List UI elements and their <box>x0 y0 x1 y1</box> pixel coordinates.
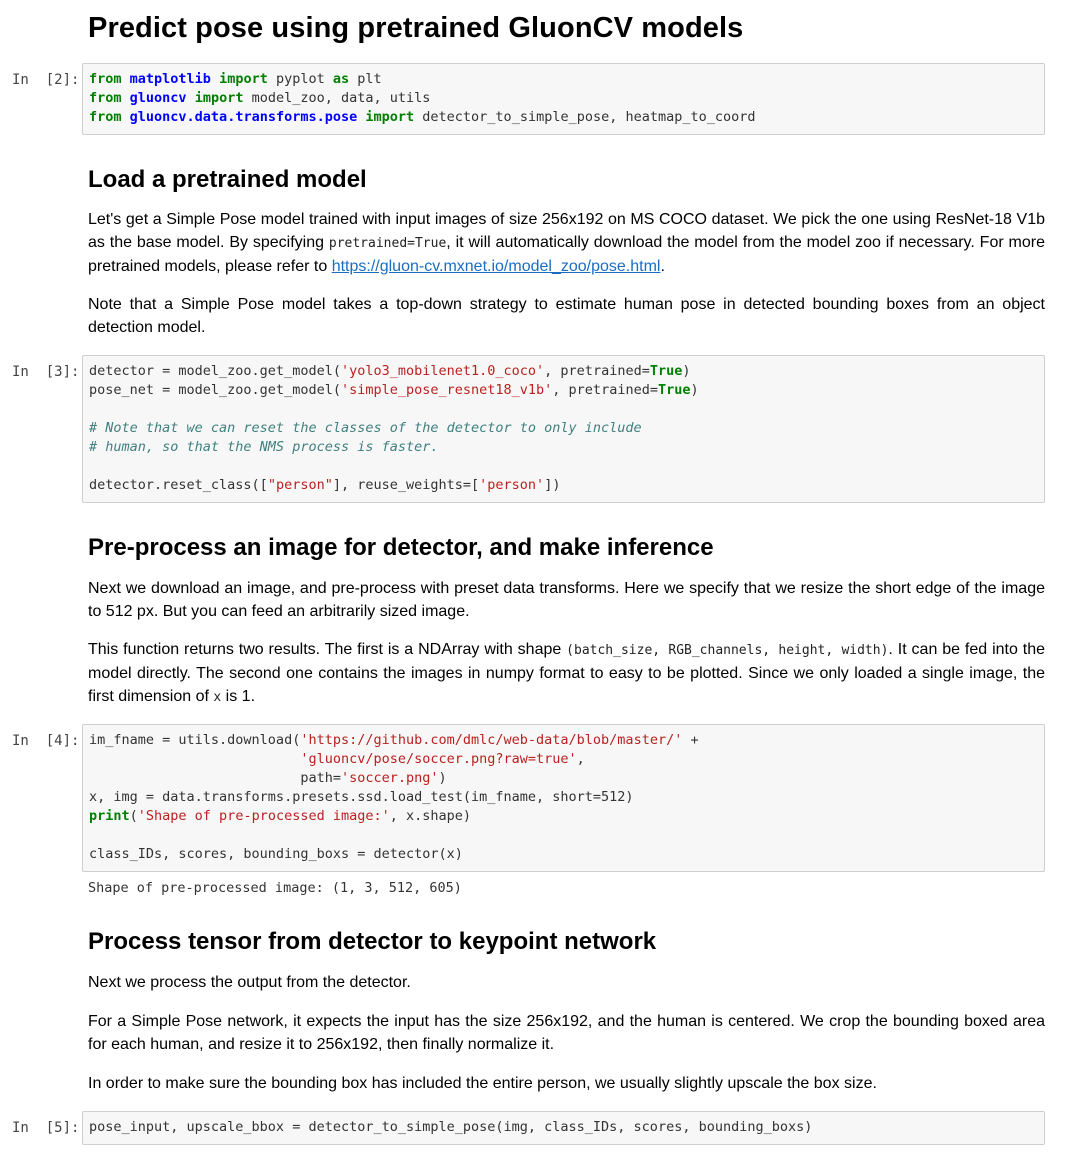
code-line <box>89 1118 1038 1137</box>
code-cell-4[interactable] <box>82 724 1045 872</box>
code-token <box>89 751 300 767</box>
code-token: from <box>89 71 122 87</box>
code-token: , pretrained= <box>544 363 650 379</box>
code-cell-3[interactable] <box>82 355 1045 503</box>
paragraph-load-1 <box>88 208 1045 278</box>
code-token: 'gluoncv/pose/soccer.png?raw=true' <box>300 751 577 767</box>
paragraph-load-2: Note that a Simple Pose model takes a top-down strategy to estimate human pose in detected bounding boxes from an object detection model. <box>88 296 1045 336</box>
code-token: # Note that we can reset the classes of the detector to only include <box>89 420 642 436</box>
code-line <box>89 70 1038 89</box>
code-token: as <box>332 71 350 87</box>
code-cell-2[interactable] <box>82 63 1045 135</box>
code-token: from <box>89 90 122 106</box>
cell-prompt-4: In [4]: <box>12 733 80 749</box>
paragraph-preprocess-1: Next we download an image, and pre-process with preset data transforms. Here we specify that we resize the short edge of the image to 512 px. But you can feed an arbitrarily sized image. <box>88 580 1045 620</box>
code-line <box>89 750 1038 769</box>
paragraph-text: , it will automatically download the model from the model zoo if necessary. For more pretrained models, please refer to <box>88 234 1045 275</box>
code-token: 'yolo3_mobilenet1.0_coco' <box>340 363 545 379</box>
code-token: path= <box>89 770 341 786</box>
code-token: pyplot <box>267 71 333 87</box>
paragraph-text: Let's get a Simple Pose model trained with input images of size 256x192 on MS COCO dataset. We pick the one using ResNet-18 V1b as the base model. By specifying <box>88 211 1045 251</box>
code-token: gluoncv <box>129 90 187 106</box>
code-token: detector = model_zoo.get_model( <box>89 363 341 379</box>
code-token: True <box>657 382 691 398</box>
paragraph-text: . It can be fed into the model directly. The second one contains the images in numpy format to easy to be plotted. Since we only loaded a single image, the first dimension of <box>88 641 1046 705</box>
code-token: , pretrained= <box>552 382 658 398</box>
code-token <box>187 90 195 106</box>
code-token: gluoncv.data.transforms.pose <box>129 109 358 125</box>
code-token: ) <box>438 770 447 786</box>
inline-code: pretrained=True <box>328 236 447 251</box>
paragraph-process-1: Next we process the output from the detector. <box>88 974 411 991</box>
inline-code: x <box>213 690 222 705</box>
code-token: 'simple_pose_resnet18_v1b' <box>340 382 553 398</box>
code-token: class_IDs, scores, bounding_boxs = detector(x) <box>89 846 463 862</box>
code-token: 'person' <box>479 477 545 493</box>
code-line <box>89 108 1038 127</box>
paragraph-text: . <box>660 258 665 275</box>
cell-output-4: Shape of pre-processed image: (1, 3, 512, 605) <box>88 880 462 896</box>
code-token: import <box>194 90 244 106</box>
code-line <box>89 457 1038 476</box>
code-token: , x.shape) <box>389 808 472 824</box>
paragraph-process-3: In order to make sure the bounding box has included the entire person, we usually slightly upscale the box size. <box>88 1075 877 1092</box>
code-line <box>89 476 1038 495</box>
section-heading-load: Load a pretrained model <box>88 166 367 193</box>
paragraph-process-2: For a Simple Pose network, it expects the input has the size 256x192, and the human is centered. We crop the bounding boxed area for each human, and resize it to 256x192, then finally normalize it. <box>88 1013 1045 1053</box>
code-line <box>89 400 1038 419</box>
code-line <box>89 362 1038 381</box>
code-token: matplotlib <box>129 71 211 87</box>
code-token: import <box>219 71 268 87</box>
code-cell-5[interactable] <box>82 1111 1045 1145</box>
code-token <box>122 109 130 125</box>
code-token: from <box>89 109 122 125</box>
code-token <box>122 71 130 87</box>
code-token: ) <box>682 363 691 379</box>
code-token: detector.reset_class([ <box>89 477 268 493</box>
section-heading-process: Process tensor from detector to keypoint network <box>88 928 657 955</box>
paragraph-text: This function returns two results. The first is a NDArray with shape <box>88 641 567 658</box>
code-token: x, img = data.transforms.presets.ssd.load_test(im_fname, short=512) <box>89 789 634 805</box>
code-token: plt <box>349 71 382 87</box>
code-line <box>89 731 1038 750</box>
cell-prompt-3: In [3]: <box>12 364 80 380</box>
code-token: 'Shape of pre-processed image:' <box>137 808 390 824</box>
code-token <box>211 71 219 87</box>
code-token: # human, so that the NMS process is faster. <box>89 439 439 455</box>
code-token: , <box>576 751 585 767</box>
cell-prompt-2: In [2]: <box>12 72 80 88</box>
code-token: pose_net = model_zoo.get_model( <box>89 382 341 398</box>
code-line <box>89 807 1038 826</box>
code-line <box>89 769 1038 788</box>
code-line <box>89 438 1038 457</box>
code-line <box>89 826 1038 845</box>
code-token: True <box>649 363 683 379</box>
code-token: + <box>682 732 699 748</box>
model-zoo-link[interactable]: https://gluon-cv.mxnet.io/model_zoo/pose.html <box>331 258 661 275</box>
code-token: im_fname = utils.download( <box>89 732 301 748</box>
section-heading-preprocess: Pre-process an image for detector, and make inference <box>88 534 714 561</box>
code-token: ], reuse_weights=[ <box>332 477 480 493</box>
code-token: import <box>365 109 415 125</box>
code-line <box>89 89 1038 108</box>
paragraph-text: is 1. <box>221 688 256 705</box>
code-token: pose_input, upscale_bbox = detector_to_simple_pose(img, class_IDs, scores, bounding_boxs) <box>89 1119 813 1135</box>
code-token: print <box>89 808 130 824</box>
page-title: Predict pose using pretrained GluonCV models <box>88 12 744 44</box>
code-token: ) <box>690 382 699 398</box>
code-token <box>122 90 130 106</box>
code-line <box>89 419 1038 438</box>
code-token: ]) <box>544 477 561 493</box>
cell-prompt-5: In [5]: <box>12 1120 80 1136</box>
code-token: model_zoo, data, utils <box>243 90 431 106</box>
code-token: 'soccer.png' <box>340 770 439 786</box>
code-token: detector_to_simple_pose, heatmap_to_coord <box>414 109 756 125</box>
code-token: ( <box>129 808 138 824</box>
code-line <box>89 788 1038 807</box>
code-line <box>89 845 1038 864</box>
code-line <box>89 381 1038 400</box>
code-token: "person" <box>267 477 333 493</box>
code-token: 'https://github.com/dmlc/web-data/blob/master/' <box>300 732 683 748</box>
paragraph-preprocess-2 <box>88 638 1045 709</box>
inline-code: (batch_size, RGB_channels, height, width) <box>566 643 889 658</box>
